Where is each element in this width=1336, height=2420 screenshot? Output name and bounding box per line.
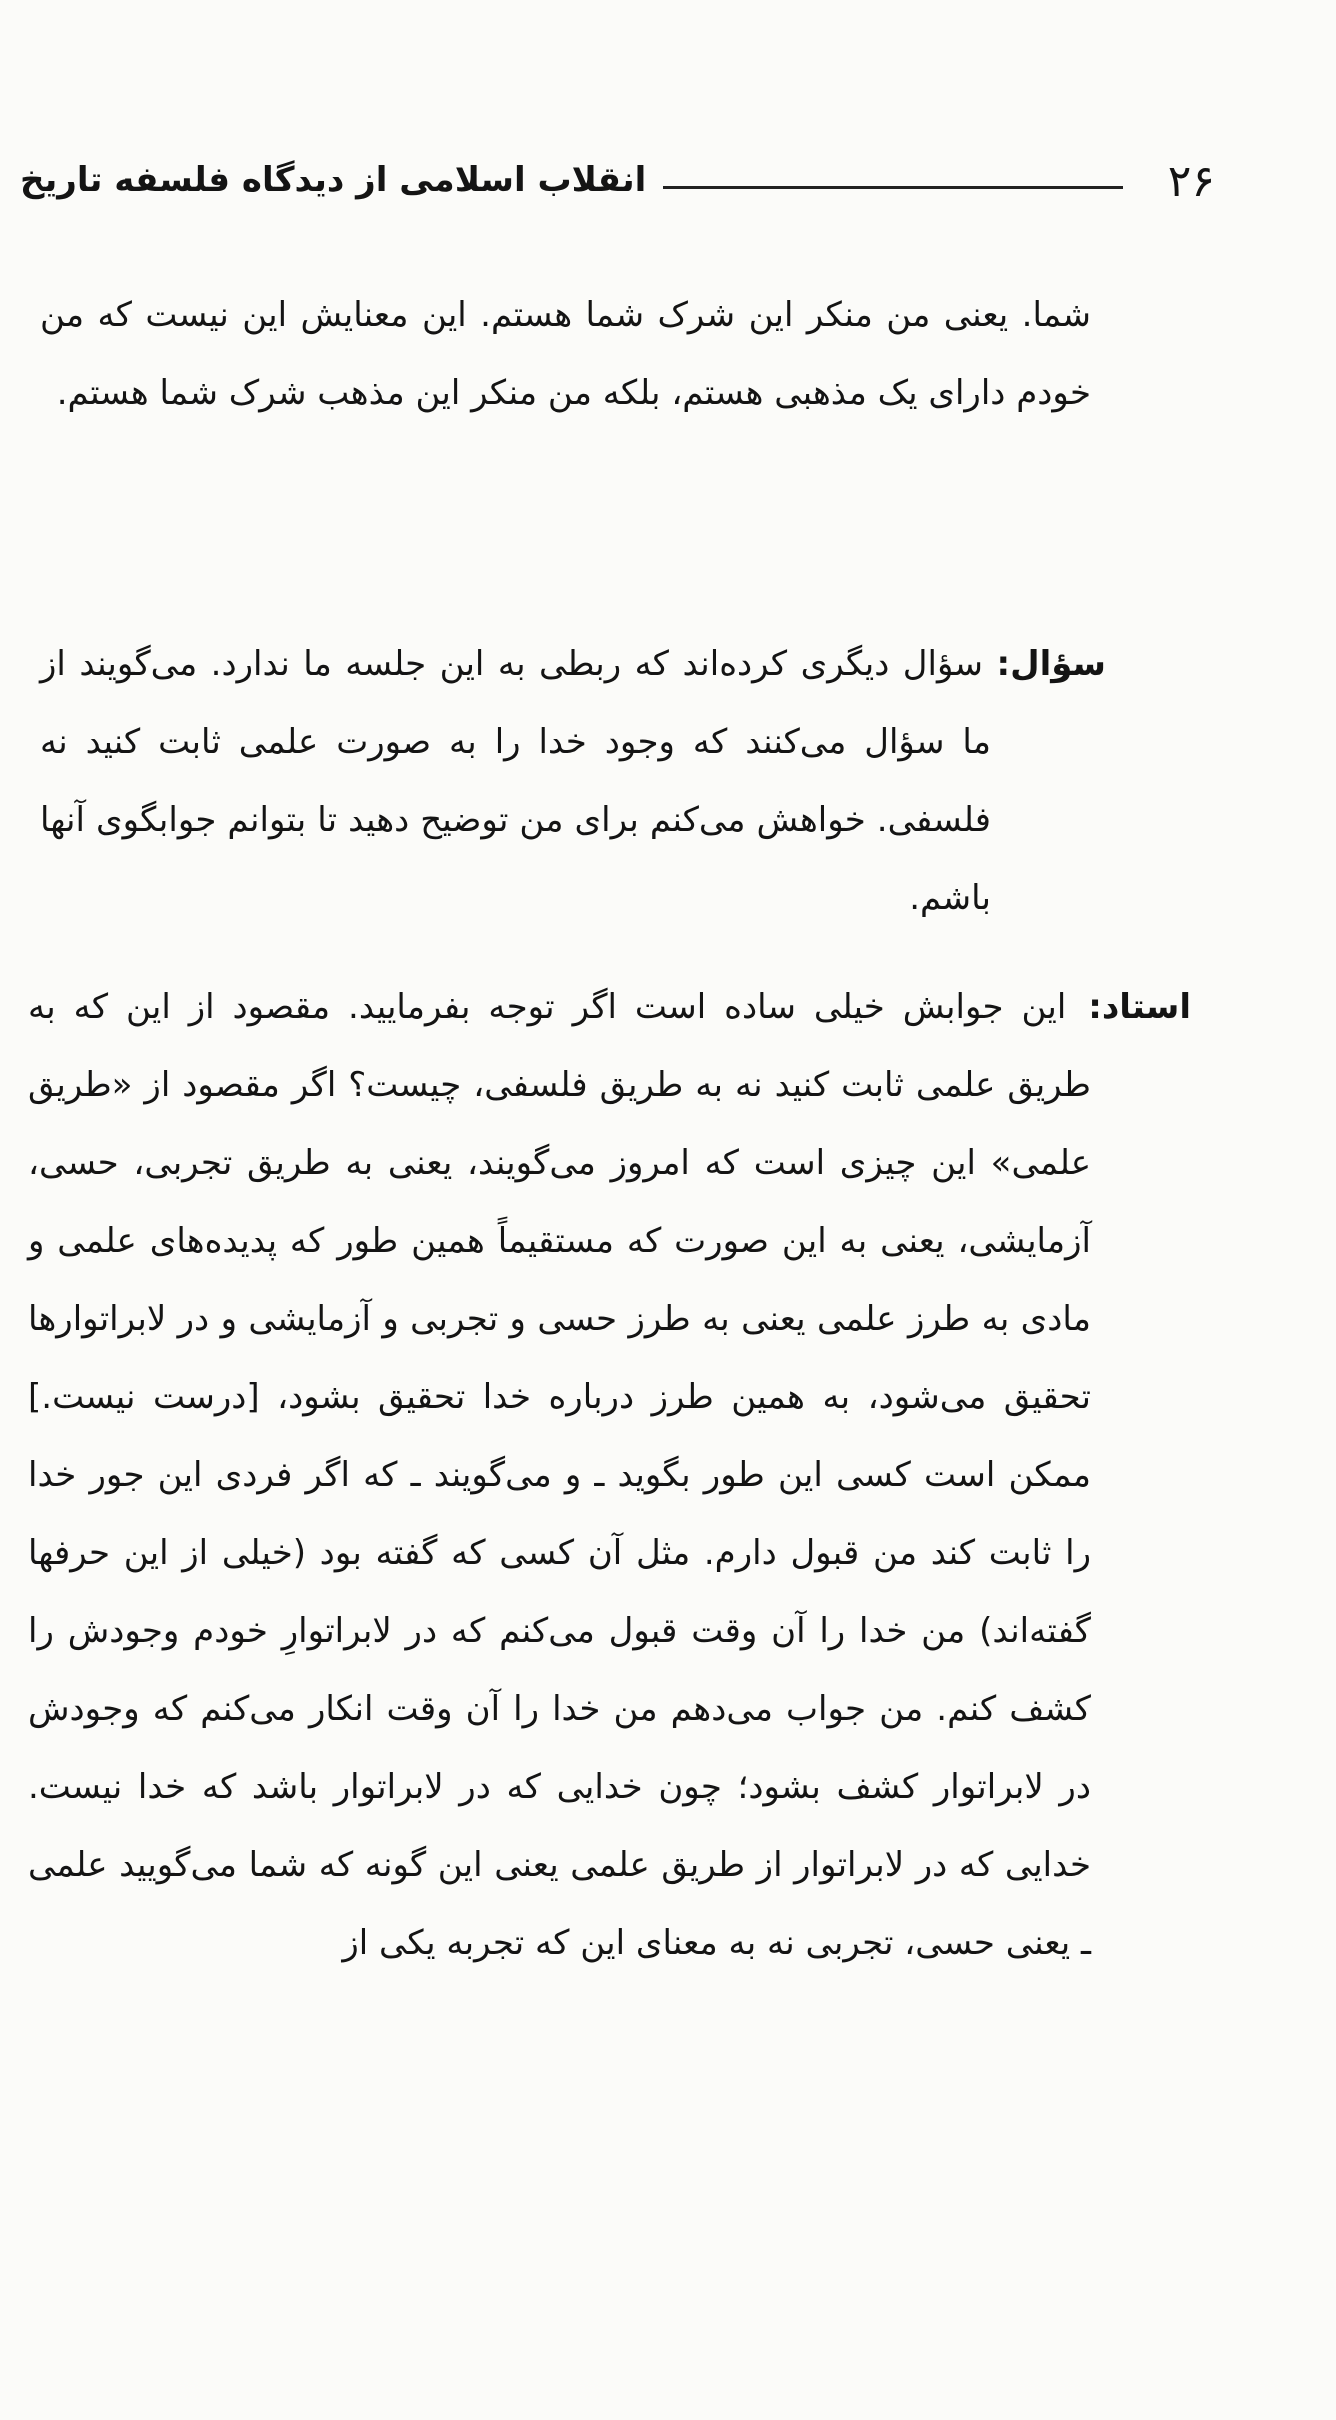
- question-paragraph: [40, 625, 1106, 937]
- running-title: انقلاب اسلامی از دیدگاه فلسفه تاریخ: [20, 160, 647, 200]
- question-label: سؤال:: [996, 644, 1106, 684]
- question-text-line: [40, 625, 1106, 937]
- question-text: سؤال دیگری کرده‌اند که ربطی به این جلسه ما ندارد. می‌گویند از ما سؤال می‌کنند که وجود خدا را به صورت علمی ثابت کنید نه فلسفی. خواهش می‌کنم برای من توضیح دهید تا بتوانم جوابگوی آنها باشم.: [40, 644, 991, 918]
- answer-label: استاد:: [1088, 987, 1191, 1027]
- header-rule: [663, 186, 1123, 189]
- intro-text: شما. یعنی من منکر این شرک شما هستم. این معنایش این نیست که من خودم دارای یک مذهبی هستم، بلکه من منکر این مذهب شرک شما هستم.: [40, 295, 1091, 413]
- intro-paragraph: [40, 276, 1091, 432]
- answer-text-line: [28, 968, 1191, 1982]
- answer-text: این جوابش خیلی ساده است اگر توجه بفرمایید. مقصود از این که به طریق علمی ثابت کنید نه به طریق فلسفی، چیست؟ اگر مقصود از «طریق علمی» این چیزی است که امروز می‌گویند، یعنی به طریق تجربی، حسی، آزمایشی، یعنی به این صورت که مستقیماً همین طور که پدیده‌های علمی و مادی به طرز علمی یعنی به طرز حسی و تجربی و آزمایشی و در لابراتوارها تحقیق می‌شود، به همین طرز درباره خدا تحقیق بشود، [درست نیست.] ممکن است کسی این طور بگوید ـ و می‌گویند ـ که اگر فردی این جور خدا را ثابت کند من قبول دارم. مثل آن کسی که گفته بود (خیلی از این حرفها گفته‌اند) من خدا را آن وقت قبول می‌کنم که در لابراتوارِ خودم وجودش را کشف کنم. من جواب می‌دهم من خدا را آن وقت انکار می‌کنم که وجودش در لابراتوار کشف بشود؛ چون خدایی که در لابراتوار باشد که خدا نیست. خدایی که در لابراتوار از طریق علمی یعنی این گونه که شما می‌گویید علمی ـ یعنی حسی، تجربی نه به معنای این که تجربه یکی از: [28, 987, 1091, 1963]
- page-number: ۲۶: [1167, 156, 1215, 207]
- answer-paragraph: [28, 968, 1191, 1982]
- page-header: [20, 150, 1215, 220]
